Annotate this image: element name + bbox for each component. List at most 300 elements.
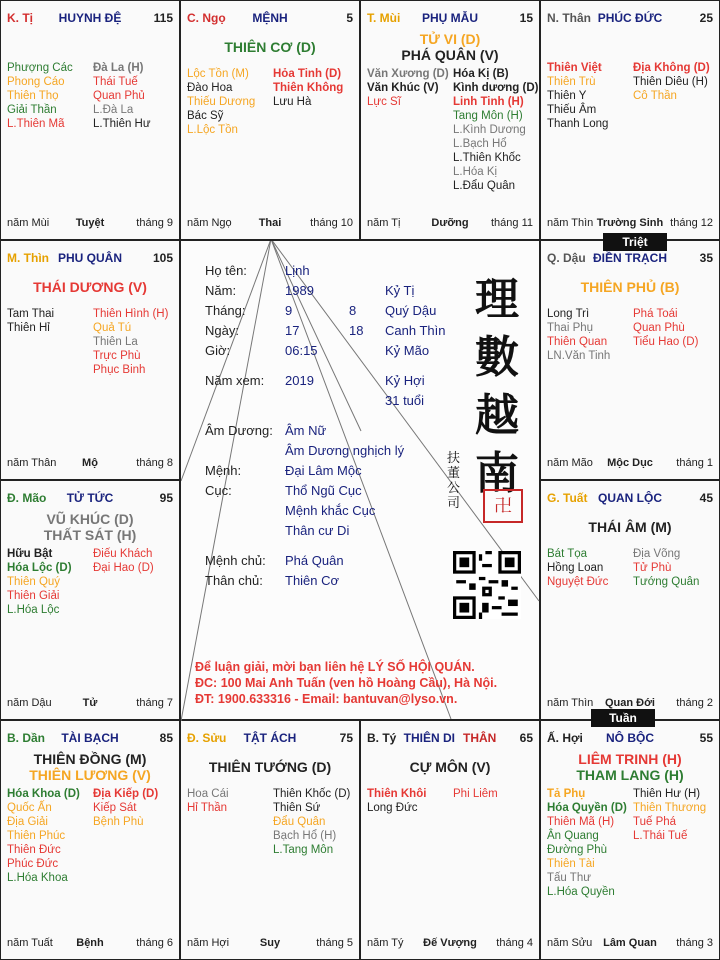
minor-star: L.Thái Tuế (633, 830, 688, 842)
palace-tuat[interactable] (540, 480, 720, 720)
palace-name-text: QUAN LỘC (598, 491, 662, 505)
menh-label: Mệnh: (205, 463, 242, 478)
palace-name-text: ĐIỀN TRẠCH (593, 251, 667, 265)
palace-branch: C. Ngọ (187, 11, 226, 25)
minor-star: Thiên Khôi (367, 788, 427, 800)
minor-star: Đường Phù (547, 844, 607, 856)
minor-star: Thai Phụ (547, 322, 594, 334)
minor-star: Hóa Lộc (D) (7, 562, 72, 574)
minor-star: Văn Khúc (V) (367, 82, 439, 94)
hour-can: Kỷ Mão (385, 343, 430, 358)
day-value: 17 (285, 323, 300, 338)
main-star: THAM LANG (H) (576, 767, 684, 783)
palace-number: 15 (519, 11, 533, 25)
minor-star: Tấu Thư (547, 872, 591, 884)
minor-star: Địa Không (D) (633, 62, 710, 74)
minor-star: Quốc Ấn (7, 802, 52, 814)
palace-footer (367, 937, 533, 951)
minor-stars-left (187, 787, 229, 815)
year-value: 1989 (285, 283, 314, 298)
palace-name-text: TẬT ÁCH (243, 731, 297, 745)
palace-ty[interactable] (0, 0, 180, 240)
seal-char: 數 (475, 332, 519, 383)
view-year-label: Năm xem: (205, 373, 265, 388)
palace-footer (367, 217, 533, 231)
menh-value: Đại Lâm Mộc (285, 463, 362, 478)
year-info: năm Tý (367, 937, 404, 949)
palace-branch: Đ. Mão (7, 491, 47, 505)
minor-star: Thiên La (93, 336, 138, 348)
minor-star: Thiên Phúc (7, 830, 66, 842)
minor-stars-left (547, 307, 610, 363)
palace-number: 75 (339, 731, 353, 745)
minor-stars-right (93, 307, 168, 377)
cuc-label: Cục: (205, 483, 232, 498)
minor-star: Đà La (H) (93, 62, 144, 74)
palace-number: 115 (153, 11, 173, 25)
minor-star: Hoa Cái (187, 788, 229, 800)
minor-stars-left (547, 61, 608, 131)
minor-star: Nguyệt Đức (547, 576, 609, 588)
contact-block (195, 659, 497, 707)
minor-star: Phá Toái (633, 308, 678, 320)
month-lunar: 8 (349, 303, 357, 318)
palace-branch: B. Tý (367, 731, 397, 745)
palace-name-text: NÔ BỘC (606, 731, 654, 745)
palace-branch: Ấ. Hợi (547, 731, 583, 745)
minor-stars-left (367, 67, 449, 109)
minor-stars-right (273, 67, 343, 109)
minor-stars-right (633, 61, 710, 103)
triet-tag: Triệt (603, 233, 667, 251)
palace-number: 65 (519, 731, 533, 745)
palace-than[interactable] (540, 0, 720, 240)
year-info: năm Hợi (187, 937, 230, 949)
palace-header (187, 731, 353, 747)
palace-suu[interactable] (180, 720, 360, 960)
main-star: THÁI ÂM (M) (588, 519, 672, 535)
palace-mao[interactable] (0, 480, 180, 720)
minor-star: Thiên Tài (547, 858, 595, 870)
minor-star: Thiên Thương (633, 802, 707, 814)
minor-star: Tử Phù (633, 562, 672, 574)
main-star: THIÊN PHỦ (B) (580, 279, 680, 295)
palace-branch: Đ. Sửu (187, 731, 227, 745)
minor-star: Tang Môn (H) (453, 110, 523, 122)
hour-value: 06:15 (285, 343, 318, 358)
name-label: Họ tên: (205, 263, 247, 278)
minor-star: Thiên Quan (547, 336, 608, 348)
palace-hoi[interactable] (540, 720, 720, 960)
palace-name (547, 731, 713, 745)
minor-star: Tam Thai (7, 308, 55, 320)
palace-footer (7, 697, 173, 711)
main-star: PHÁ QUÂN (V) (401, 47, 499, 63)
palace-name (7, 11, 173, 25)
palace-footer (187, 217, 353, 231)
minor-star: Hóa Kị (B) (453, 68, 509, 80)
minor-stars-right (453, 787, 498, 801)
minor-star: Thiên Quý (7, 576, 61, 588)
minor-star: Thiên Diêu (H) (633, 76, 708, 88)
minor-star: L.Đà La (93, 104, 134, 116)
palace-header (367, 11, 533, 27)
minor-star: Thiên Hư (H) (633, 788, 701, 800)
minor-star: Tuế Phá (633, 816, 677, 828)
seal-char: 南 (475, 448, 519, 499)
minor-star: Giải Thần (7, 104, 57, 116)
palace-branch: K. Tị (7, 11, 33, 25)
month-info: tháng 5 (316, 937, 353, 949)
minor-star: Đại Hao (D) (93, 562, 154, 574)
minor-stars-left (7, 787, 80, 885)
minor-star: Quan Phù (633, 322, 685, 334)
minor-star: Thanh Long (547, 118, 609, 130)
palace-name (7, 251, 173, 265)
minor-star: Thiên Thọ (7, 90, 59, 102)
view-year-value: 2019 (285, 373, 314, 388)
life-stage: Lâm Quan (603, 937, 657, 949)
minor-star: Hồng Loan (547, 562, 604, 574)
cuc-value: Thổ Ngũ Cục (285, 483, 362, 498)
minor-star: L.Bạch Hổ (453, 138, 507, 150)
palace-number: 25 (699, 11, 713, 25)
palace-mui[interactable] (360, 0, 540, 240)
minor-stars-right (93, 61, 151, 131)
life-stage: Bệnh (76, 937, 104, 949)
palace-name (547, 491, 713, 505)
month-info: tháng 8 (136, 457, 173, 469)
palace-branch: G. Tuất (547, 491, 588, 505)
palace-footer (547, 457, 713, 471)
minor-star: Thiên Hỉ (7, 322, 50, 334)
day-label: Ngày: (205, 323, 239, 338)
minor-star: L.Hóa Khoa (7, 872, 68, 884)
minor-star: Kiếp Sát (93, 802, 137, 814)
red-stamp: 卍 (483, 489, 523, 523)
month-info: tháng 1 (676, 457, 713, 469)
palace-name (187, 731, 353, 745)
minor-star: Thiên Hình (H) (93, 308, 169, 320)
month-info: tháng 11 (490, 217, 533, 229)
life-stage: Đế Vượng (423, 937, 477, 949)
palace-name (7, 731, 173, 745)
palace-name-text: TỬ TỨC (66, 491, 114, 505)
minor-stars-right (633, 307, 698, 349)
cuc-value-2: Mệnh khắc Cục (285, 503, 376, 518)
than-marker: THÂN (463, 731, 497, 745)
minor-star: Bác Sỹ (187, 110, 224, 122)
month-value: 9 (285, 303, 293, 318)
month-info: tháng 6 (136, 937, 173, 949)
minor-star: Thiếu Âm (547, 104, 597, 116)
year-info: năm Thìn (547, 697, 594, 709)
palace-footer (7, 217, 173, 231)
year-can: Kỷ Tị (385, 283, 415, 298)
minor-star: Phượng Các (7, 62, 73, 74)
tuan-tag: Tuần (591, 709, 655, 727)
life-stage: Tuyệt (75, 217, 105, 229)
year-label: Năm: (205, 283, 237, 298)
life-stage: Thai (258, 217, 282, 229)
year-info: năm Ngọ (187, 217, 232, 229)
minor-star: Địa Võng (633, 548, 681, 560)
minor-star: Phong Cáo (7, 76, 65, 88)
month-info: tháng 12 (670, 217, 713, 229)
year-info: năm Dậu (7, 697, 52, 709)
palace-header (7, 11, 173, 27)
menh-chu-label: Mệnh chủ: (205, 553, 266, 568)
minor-star: L.Hóa Kị (453, 166, 498, 178)
minor-stars-left (367, 787, 426, 815)
seal-char: 理 (475, 274, 519, 325)
palace-header (187, 11, 353, 27)
minor-star: Long Trì (547, 308, 590, 320)
minor-star: Tả Phụ (547, 788, 586, 800)
palace-dan[interactable] (0, 720, 180, 960)
palace-header (367, 731, 533, 747)
life-stage: Quan Đới (605, 697, 655, 709)
palace-name (367, 11, 533, 25)
year-info: năm Mùi (7, 217, 50, 229)
palace-branch: N. Thân (547, 11, 591, 25)
year-info: năm Tị (367, 217, 401, 229)
minor-star: Hóa Khoa (D) (7, 788, 80, 800)
minor-star: L.Thiên Mã (7, 118, 65, 130)
year-info: năm Thìn (547, 217, 594, 229)
minor-star: Bát Tọa (547, 548, 588, 560)
palace-number: 45 (699, 491, 713, 505)
minor-star: Thiên Giải (7, 590, 60, 602)
palace-name-text: TÀI BẠCH (61, 731, 119, 745)
year-info: năm Tuất (7, 937, 53, 949)
life-stage: Tử (82, 697, 98, 709)
minor-star: L.Thiên Khốc (453, 152, 521, 164)
minor-star: Thiên Khốc (D) (273, 788, 351, 800)
minor-stars-left (547, 787, 627, 899)
minor-star: Linh Tinh (H) (453, 96, 524, 108)
palace-name-text: PHỤ MẪU (422, 11, 478, 25)
palace-ngo[interactable] (180, 0, 360, 240)
minor-stars-left (187, 67, 255, 137)
age-value: 31 tuổi (385, 393, 425, 408)
palace-footer (187, 937, 353, 951)
minor-star: Tiểu Hao (D) (633, 336, 699, 348)
palace-footer (7, 937, 173, 951)
palace-header (547, 491, 713, 507)
palace-header (547, 11, 713, 27)
contact-phone-email[interactable]: ĐT: 1900.633316 - Email: bantuvan@lyso.vn. (195, 692, 458, 706)
minor-star: Trực Phù (93, 350, 141, 362)
month-info: tháng 2 (676, 697, 713, 709)
than-chu-value: Thiên Cơ (285, 573, 340, 588)
palace-footer (7, 457, 173, 471)
palace-number: 95 (159, 491, 173, 505)
palace-header (547, 731, 713, 747)
minor-star: Lộc Tồn (M) (187, 68, 249, 80)
month-info: tháng 10 (310, 217, 353, 229)
minor-star: Cô Thần (633, 90, 677, 102)
minor-star: Hỉ Thần (187, 802, 228, 814)
palace-name-text: PHÚC ĐỨC (597, 11, 663, 25)
contact-address: ĐC: 100 Mai Anh Tuấn (ven hồ Hoàng Cầu), Hà Nội. (195, 676, 498, 690)
palace-footer (547, 217, 713, 231)
year-info: năm Sửu (547, 937, 593, 949)
am-duong-value: Âm Nữ (285, 423, 327, 438)
view-year-can: Kỷ Hợi (385, 373, 425, 388)
palace-name (547, 251, 713, 265)
palace-ti[interactable] (360, 720, 540, 960)
minor-star: Hữu Bật (7, 548, 53, 560)
palace-name-text: PHU QUÂN (57, 251, 122, 265)
minor-star: Thiên Trù (547, 76, 596, 88)
minor-star: Tướng Quân (633, 576, 700, 588)
minor-star: Ân Quang (547, 830, 599, 842)
life-stage: Mộ (82, 457, 98, 469)
hour-label: Giờ: (205, 343, 231, 358)
minor-stars-right (633, 547, 699, 589)
minor-star: Văn Xương (D) (367, 68, 449, 80)
life-stage: Dưỡng (431, 217, 469, 229)
palace-footer (547, 937, 713, 951)
palace-branch: B. Dần (7, 731, 46, 745)
minor-star: Long Đức (367, 802, 418, 814)
seal-char: 越 (475, 390, 519, 441)
minor-star: Quan Phủ (93, 90, 145, 102)
main-star: THIÊN ĐỒNG (M) (33, 751, 147, 767)
palace-name-text: HUYNH ĐỆ (58, 11, 122, 25)
minor-star: Quả Tú (93, 322, 132, 334)
name-value: Lịnh (285, 263, 310, 278)
minor-star: Bạch Hổ (H) (273, 830, 337, 842)
qr-code-icon[interactable] (453, 551, 521, 619)
contact-line: Để luận giải, mời bạn liên hệ LÝ SỐ HỘI QUÁN. (195, 660, 475, 674)
life-stage: Trường Sinh (596, 217, 664, 229)
main-star: THIÊN CƠ (D) (224, 39, 316, 55)
palace-number: 85 (159, 731, 173, 745)
minor-star: L.Tang Môn (273, 844, 334, 856)
minor-stars-left (547, 547, 608, 589)
minor-stars-right (453, 67, 538, 193)
minor-star: Điếu Khách (93, 548, 153, 560)
minor-star: Bệnh Phù (93, 816, 144, 828)
minor-stars-right (273, 787, 350, 857)
palace-header (7, 731, 173, 747)
minor-star: Thiên Sứ (273, 802, 321, 814)
main-star: THÁI DƯƠNG (V) (33, 279, 147, 295)
main-star: LIÊM TRINH (H) (578, 751, 682, 767)
year-info: năm Mão (547, 457, 593, 469)
month-info: tháng 4 (496, 937, 533, 949)
minor-star: Thiên Không (273, 82, 344, 94)
cuc-value-3: Thân cư Di (285, 523, 350, 538)
main-star: CỰ MÔN (V) (409, 759, 491, 775)
calligraphy-seal (445, 261, 535, 521)
minor-star: LN.Văn Tinh (547, 350, 611, 362)
palace-header (7, 251, 173, 267)
than-chu-label: Thân chủ: (205, 573, 263, 588)
palace-number: 5 (346, 11, 353, 25)
palace-dau[interactable] (540, 240, 720, 480)
minor-star: Hỏa Tinh (D) (273, 68, 342, 80)
main-star: TỬ VI (D) (419, 31, 481, 47)
minor-star: Thiên Đức (7, 844, 61, 856)
life-stage: Mộc Dục (607, 457, 653, 469)
month-label: Tháng: (205, 303, 246, 318)
minor-star: L.Hóa Lộc (7, 604, 60, 616)
center-info-panel (180, 240, 540, 720)
minor-stars-right (633, 787, 706, 843)
minor-star: Thiên Việt (547, 62, 602, 74)
menh-chu-value: Phá Quân (285, 553, 344, 568)
minor-stars-right (93, 787, 158, 829)
palace-name-text: MỆNH (252, 11, 288, 25)
minor-stars-right (93, 547, 154, 575)
minor-star: Phúc Đức (7, 858, 59, 870)
year-info: năm Thân (7, 457, 57, 469)
minor-stars-left (7, 61, 73, 131)
minor-star: L.Kình Dương (453, 124, 526, 136)
minor-star: L.Đẩu Quân (453, 180, 516, 192)
minor-stars-left (7, 547, 72, 617)
palace-branch: T. Mùi (367, 11, 401, 25)
main-star: THIÊN TƯỚNG (D) (208, 759, 332, 775)
minor-star: L.Thiên Hư (93, 118, 151, 130)
palace-number: 55 (699, 731, 713, 745)
minor-star: Đẩu Quân (273, 816, 326, 828)
minor-star: Địa Giải (7, 816, 48, 828)
life-stage: Suy (259, 937, 281, 949)
day-can: Canh Thìn (385, 323, 446, 338)
month-can: Quý Dậu (385, 303, 437, 318)
minor-star: Kình dương (D) (453, 82, 539, 94)
palace-name-text: THIÊN DI (403, 731, 455, 745)
day-lunar: 18 (349, 323, 364, 338)
minor-stars-left (7, 307, 54, 335)
minor-star: Thiên Mã (H) (547, 816, 615, 828)
minor-star: Lưu Hà (273, 96, 312, 108)
minor-star: Thiếu Dương (187, 96, 256, 108)
palace-header (7, 491, 173, 507)
palace-number: 35 (699, 251, 713, 265)
minor-star: Thiên Y (547, 90, 587, 102)
minor-star: Lực Sĩ (367, 96, 401, 108)
palace-branch: M. Thìn (7, 251, 49, 265)
am-duong-value-2: Âm Dương nghịch lý (285, 443, 405, 458)
month-info: tháng 7 (136, 697, 173, 709)
palace-number: 105 (152, 251, 173, 265)
minor-star: L.Hóa Quyền (547, 886, 615, 898)
minor-star: Hóa Quyền (D) (547, 802, 627, 814)
am-duong-label: Âm Dương: (205, 423, 273, 438)
minor-star: Phục Binh (93, 364, 146, 376)
month-info: tháng 3 (676, 937, 713, 949)
palace-name (187, 11, 353, 25)
palace-name (547, 11, 713, 25)
main-star: THIÊN LƯƠNG (V) (29, 767, 151, 783)
palace-thin[interactable] (0, 240, 180, 480)
month-info: tháng 9 (136, 217, 173, 229)
main-star: VŨ KHÚC (D) (46, 511, 134, 527)
minor-star: Đào Hoa (187, 82, 233, 94)
palace-name (367, 731, 533, 745)
minor-star: Thái Tuế (93, 76, 138, 88)
palace-name (7, 491, 173, 505)
main-star: THẤT SÁT (H) (43, 527, 137, 543)
minor-star: L.Lộc Tồn (187, 124, 238, 136)
palace-header (547, 251, 713, 267)
seal-small-text: 扶 董 公 司 (447, 451, 461, 511)
